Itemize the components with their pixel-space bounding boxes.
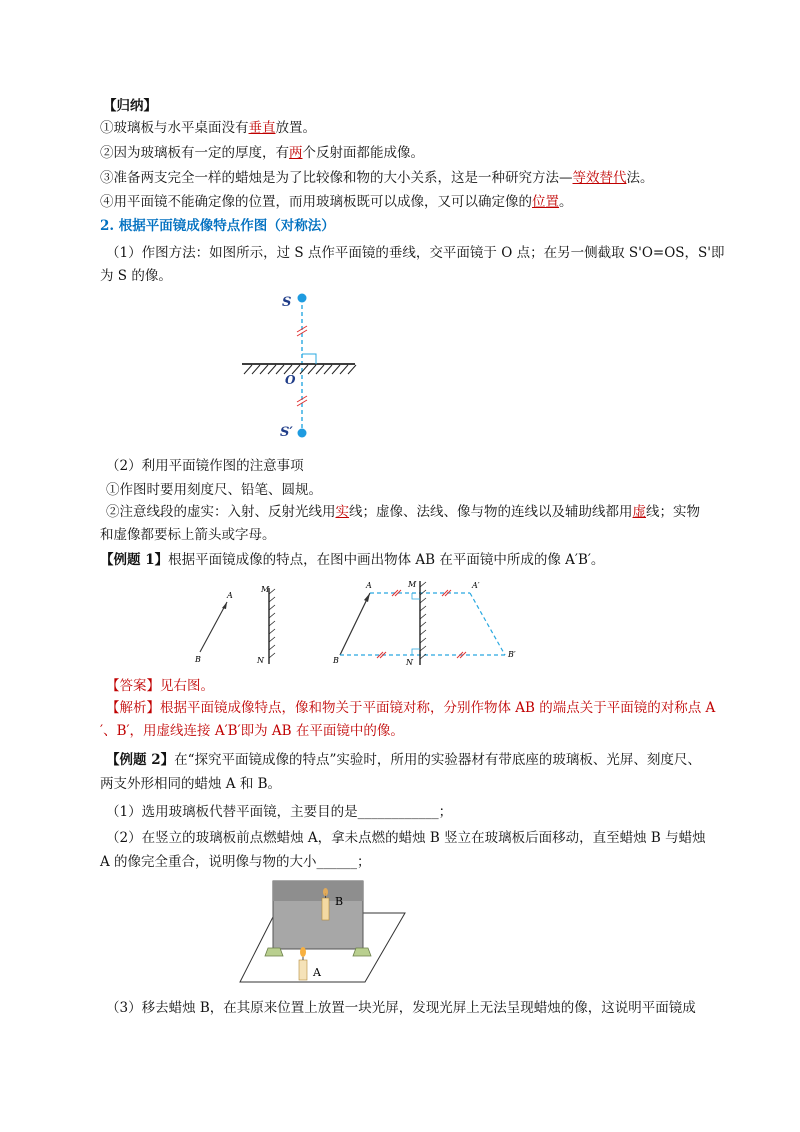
section-2-title: 2. 根据平面镜成像特点作图（对称法） (100, 218, 335, 234)
label-b: B (333, 656, 339, 665)
summary-item-1: ①玻璃板与水平桌面没有垂直放置。 (100, 120, 316, 136)
summary-item-4: ④用平面镜不能确定像的位置，而用玻璃板既可以成像，又可以确定像的位置。 (100, 194, 573, 210)
label-a: A (227, 591, 233, 600)
notes-title: （2）利用平面镜作图的注意事项 (106, 458, 304, 474)
label-o: O (285, 373, 296, 387)
label-s-prime: S′ (280, 425, 293, 440)
note-2-cont: 和虚像都要标上箭头或字母。 (100, 527, 276, 543)
example-1-answer: 【答案】见右图。 (106, 678, 214, 694)
example-1-analysis-2: ′、B′，用虚线连接 A′B′即为 AB 在平面镜中的像。 (100, 723, 404, 739)
label-a-prime: A′ (472, 581, 480, 590)
example-1-analysis-1: 【解析】根据平面镜成像特点，像和物关于平面镜对称，分别作物体 AB 的端点关于平面镜的对称点 A (106, 700, 716, 716)
example-1-answer-figure (330, 575, 530, 670)
label-a: A (366, 581, 372, 590)
point-s-prime (298, 429, 307, 438)
label-b-prime: B′ (508, 650, 516, 659)
example-2-q1: （1）选用玻璃板代替平面镜，主要目的是____________； (106, 804, 453, 820)
summary-item-2: ②因为玻璃板有一定的厚度，有两个反射面都能成像。 (100, 145, 424, 161)
note-2: ②注意线段的虚实：入射、反射光线用实线；虚像、法线、像与物的连线以及辅助线都用虚线；实物 (106, 504, 700, 520)
note-1: ①作图时要用刻度尺、铅笔、圆规。 (106, 482, 322, 498)
example-1-stem: 【例题 1】根据平面镜成像的特点，在图中画出物体 AB 在平面镜中所成的像 A′B′。 (100, 552, 605, 568)
label-a: A (313, 966, 321, 979)
method-line-1: （1）作图方法：如图所示，过 S 点作平面镜的垂线，交平面镜于 O 点；在另一侧截取 S'O=OS，S'即 (106, 245, 725, 261)
example-1-question-figure (190, 580, 280, 670)
label-n: N (257, 656, 264, 665)
label-m: M (261, 585, 270, 594)
symmetry-figure (230, 288, 370, 443)
label-s: S (282, 295, 292, 310)
example-2-q2-1: （2）在竖立的玻璃板前点燃蜡烛 A，拿未点燃的蜡烛 B 竖立在玻璃板后面移动，直至蜡烛 B 与蜡烛 (106, 830, 706, 846)
label-b: B (195, 655, 201, 664)
summary-heading: 【归纳】 (103, 98, 157, 114)
example-2-stem-2: 两支外形相同的蜡烛 A 和 B。 (100, 776, 282, 792)
label-m: M (408, 580, 417, 589)
summary-item-3: ③准备两支完全一样的蜡烛是为了比较像和物的大小关系，这是一种研究方法—等效替代法。 (100, 170, 654, 186)
method-line-2: 为 S 的像。 (100, 268, 172, 284)
point-s (298, 294, 307, 303)
label-b: B (335, 895, 344, 908)
glass-plate-figure (235, 878, 410, 986)
example-2-q2-2: A 的像完全重合，说明像与物的大小______； (100, 854, 371, 870)
example-2-q3-1: （3）移去蜡烛 B，在其原来位置上放置一块光屏，发现光屏上无法呈现蜡烛的像，这说明平面镜成 (106, 1000, 696, 1016)
label-n: N (406, 658, 413, 667)
example-2-stem-1: 【例题 2】在“探究平面镜成像的特点”实验时，所用的实验器材有带底座的玻璃板、光屏、刻度尺、 (106, 752, 701, 768)
